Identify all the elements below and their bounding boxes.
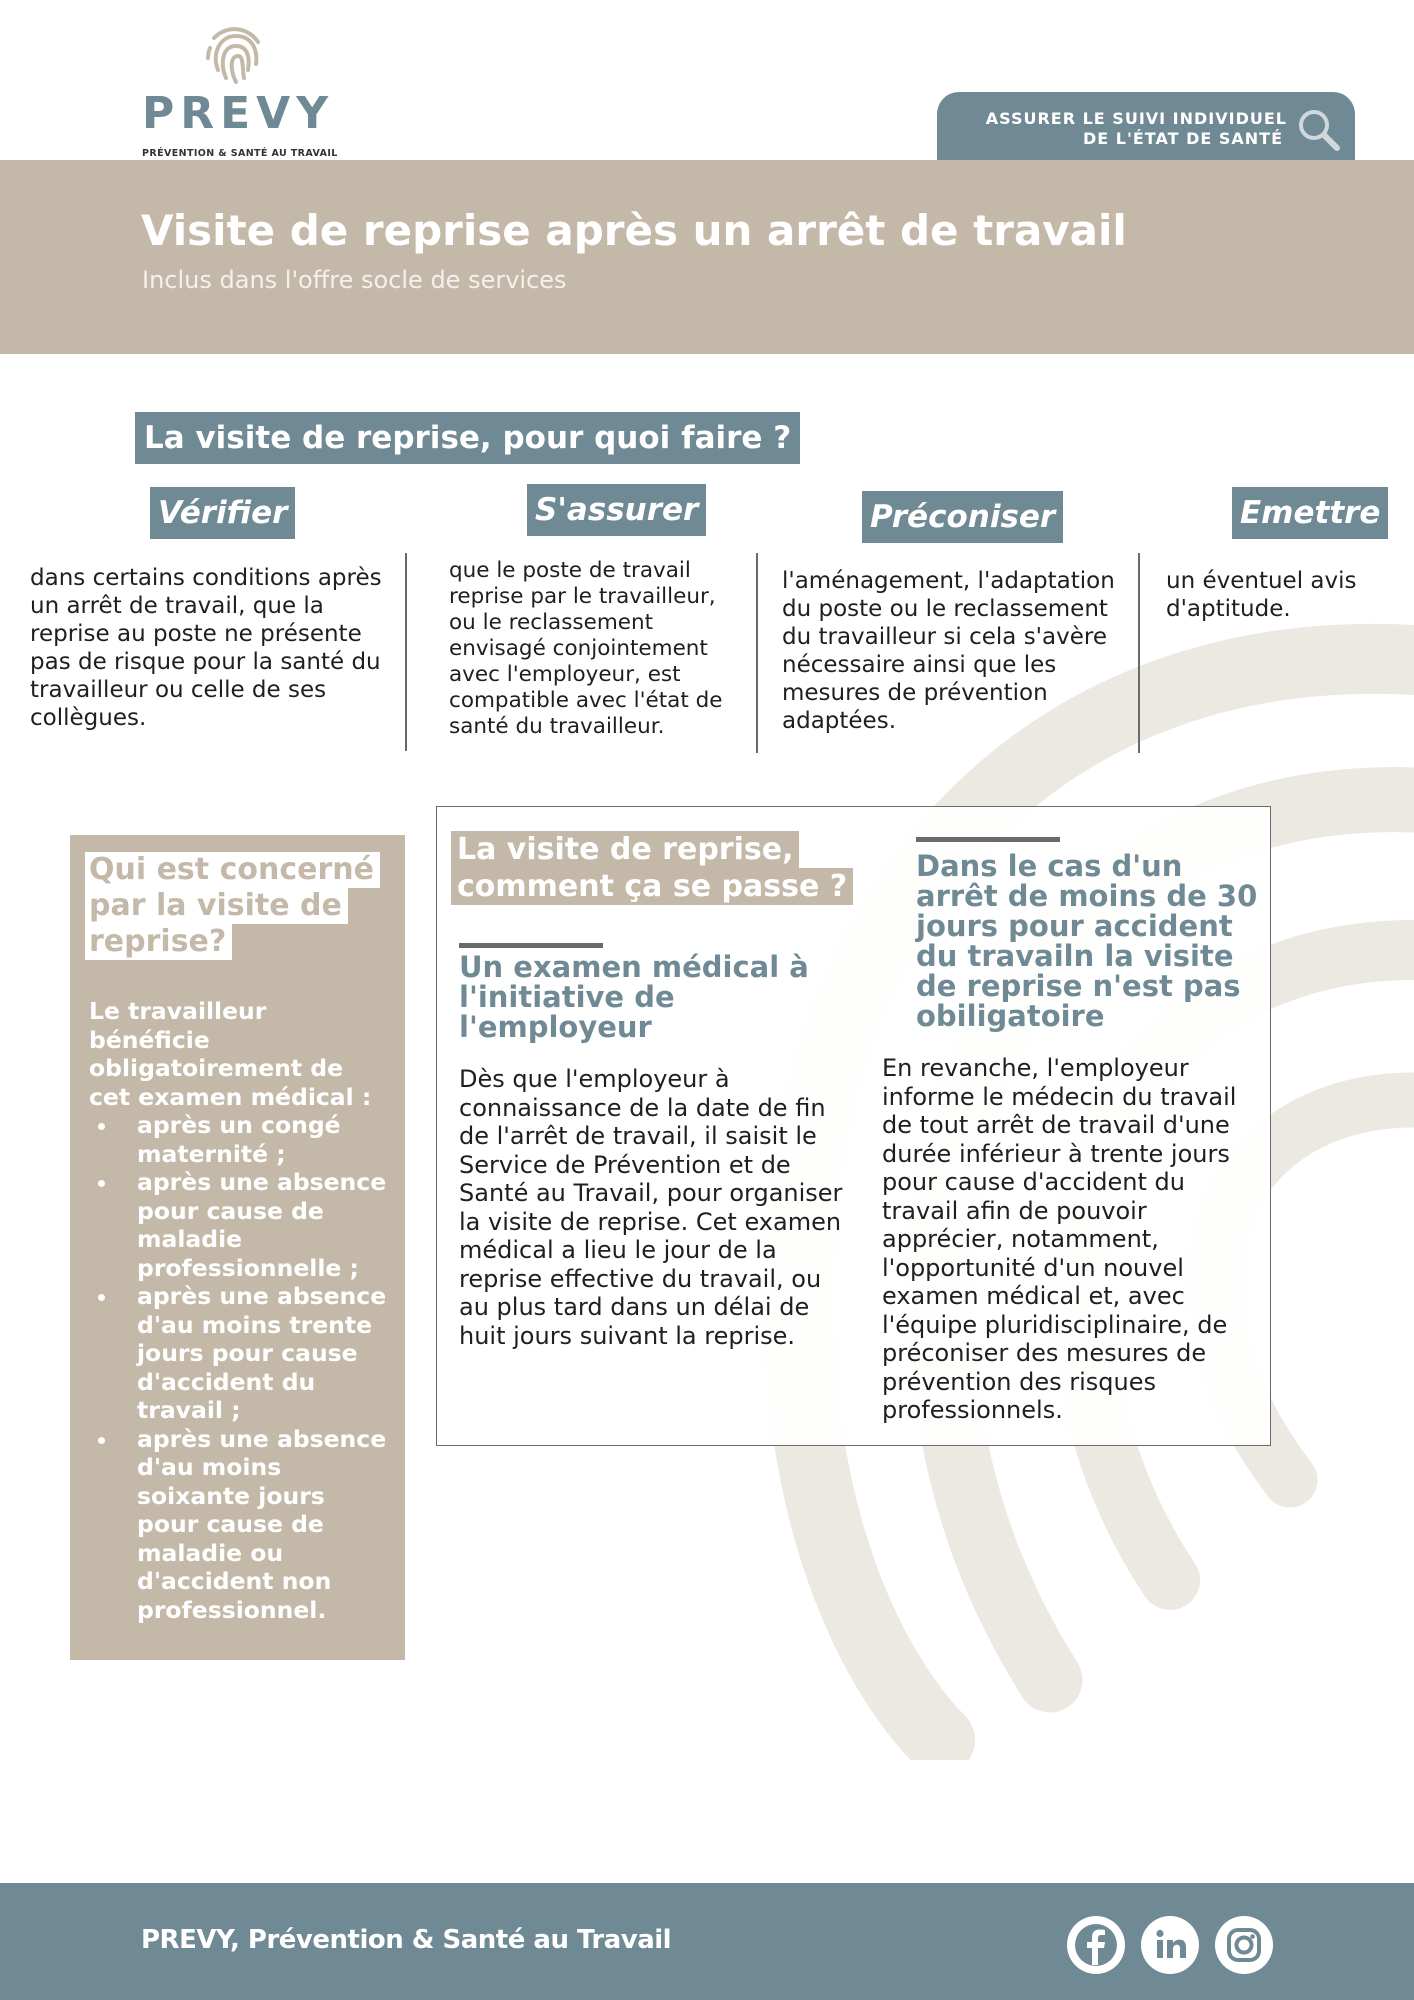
who-heading-line-2: par la visite de — [85, 888, 348, 924]
page-title: Visite de reprise après un arrêt de travail — [141, 206, 1127, 255]
label-preconiser: Préconiser — [862, 491, 1063, 543]
verifier-text: dans certains conditions après un arrêt de travail, que la reprise au poste ne présente pas de risque pour la santé du travailleur ou celle de ses collègues. — [30, 565, 382, 731]
who-body — [89, 997, 389, 1624]
exam-text: Dès que l'employeur à connaissance de la date de fin de l'arrêt de travail, il saisit le Service de Prévention et de Santé au Travail, pour organiser la visite de reprise. Cet examen médical a lieu le jour de la reprise effective du travail, ou au plus tard dans un délai de huit jours suivant la reprise. — [459, 1065, 843, 1350]
exam-subheading: Un examen médical à l'initiative de l'employeur — [459, 950, 809, 1044]
category-badge — [937, 92, 1355, 160]
preconiser-text: l'aménagement, l'adaptation du poste ou le reclassement du travailleur si cela s'avère nécessaire ainsi que les mesures de prévention adaptées. — [782, 568, 1115, 734]
divider-rule — [916, 837, 1060, 842]
why-heading: La visite de reprise, pour quoi faire ? — [135, 412, 800, 464]
column-divider — [756, 553, 758, 753]
facebook-icon — [1067, 1916, 1125, 1974]
instagram-link[interactable] — [1215, 1916, 1273, 1974]
page-subtitle: Inclus dans l'offre socle de services — [142, 266, 567, 294]
how-heading-line-1: La visite de reprise, — [451, 831, 799, 868]
who-intro: Le travailleur bénéficie obligatoirement de cet examen médical : — [89, 997, 372, 1111]
column-divider — [405, 553, 407, 751]
category-line-2: DE L'ÉTAT DE SANTÉ — [1082, 129, 1283, 148]
how-heading-line-2: comment ça se passe ? — [451, 868, 853, 905]
divider-rule — [459, 943, 603, 948]
emettre-text: un éventuel avis d'aptitude. — [1166, 568, 1357, 622]
list-item: • après une absence d'au moins trente jours pour cause d'accident du travail ; — [119, 1282, 389, 1425]
how-it-works-box — [436, 806, 1271, 1446]
magnifier-icon — [1295, 106, 1343, 154]
linkedin-icon — [1141, 1916, 1199, 1974]
short-absence-text: En revanche, l'employeur informe le médecin du travail de tout arrêt de travail d'une durée inférieur à trente jours pour cause d'accident du travail afin de pouvoir apprécier, notamment, l'opportunité d'un nouvel examen médical et, avec l'équipe pluridisciplinaire, de préconiser des mesures de prévention des risques professionnels. — [882, 1054, 1237, 1424]
category-line-1: ASSURER LE SUIVI INDIVIDUEL — [985, 109, 1287, 128]
brand-name: PREVY — [142, 88, 335, 139]
label-verifier: Vérifier — [150, 487, 295, 539]
who-concerned-box — [70, 835, 405, 1660]
instagram-icon — [1215, 1916, 1273, 1974]
linkedin-link[interactable] — [1141, 1916, 1199, 1974]
who-heading-line-3: reprise? — [85, 924, 232, 960]
label-sassurer: S'assurer — [527, 484, 706, 536]
list-item: • après une absence pour cause de maladie professionnelle ; — [119, 1168, 389, 1282]
fingerprint-logo-icon — [200, 18, 270, 88]
who-list — [89, 1111, 389, 1624]
footer-text: PREVY, Prévention & Santé au Travail — [141, 1925, 672, 1955]
list-item: • après un congé maternité ; — [119, 1111, 389, 1168]
title-banner — [0, 160, 1414, 354]
column-divider — [1138, 553, 1140, 753]
who-heading-line-1: Qui est concerné — [85, 852, 380, 888]
footer — [0, 1883, 1414, 2000]
list-item: • après une absence d'au moins soixante jours pour cause de maladie ou d'accident non professionnel. — [119, 1425, 389, 1625]
short-absence-subheading: Dans le cas d'un arrêt de moins de 30 jours pour accident du travailn la visite de reprise n'est pas obiligatoire — [916, 849, 1258, 1033]
sassurer-text: que le poste de travail reprise par le travailleur, ou le reclassement envisagé conjointement avec l'employeur, est compatible avec l'état de santé du travailleur. — [449, 558, 723, 739]
label-emettre: Emettre — [1232, 487, 1388, 539]
facebook-link[interactable] — [1067, 1916, 1125, 1974]
brand-tagline: PRÉVENTION & SANTÉ AU TRAVAIL — [142, 148, 338, 159]
